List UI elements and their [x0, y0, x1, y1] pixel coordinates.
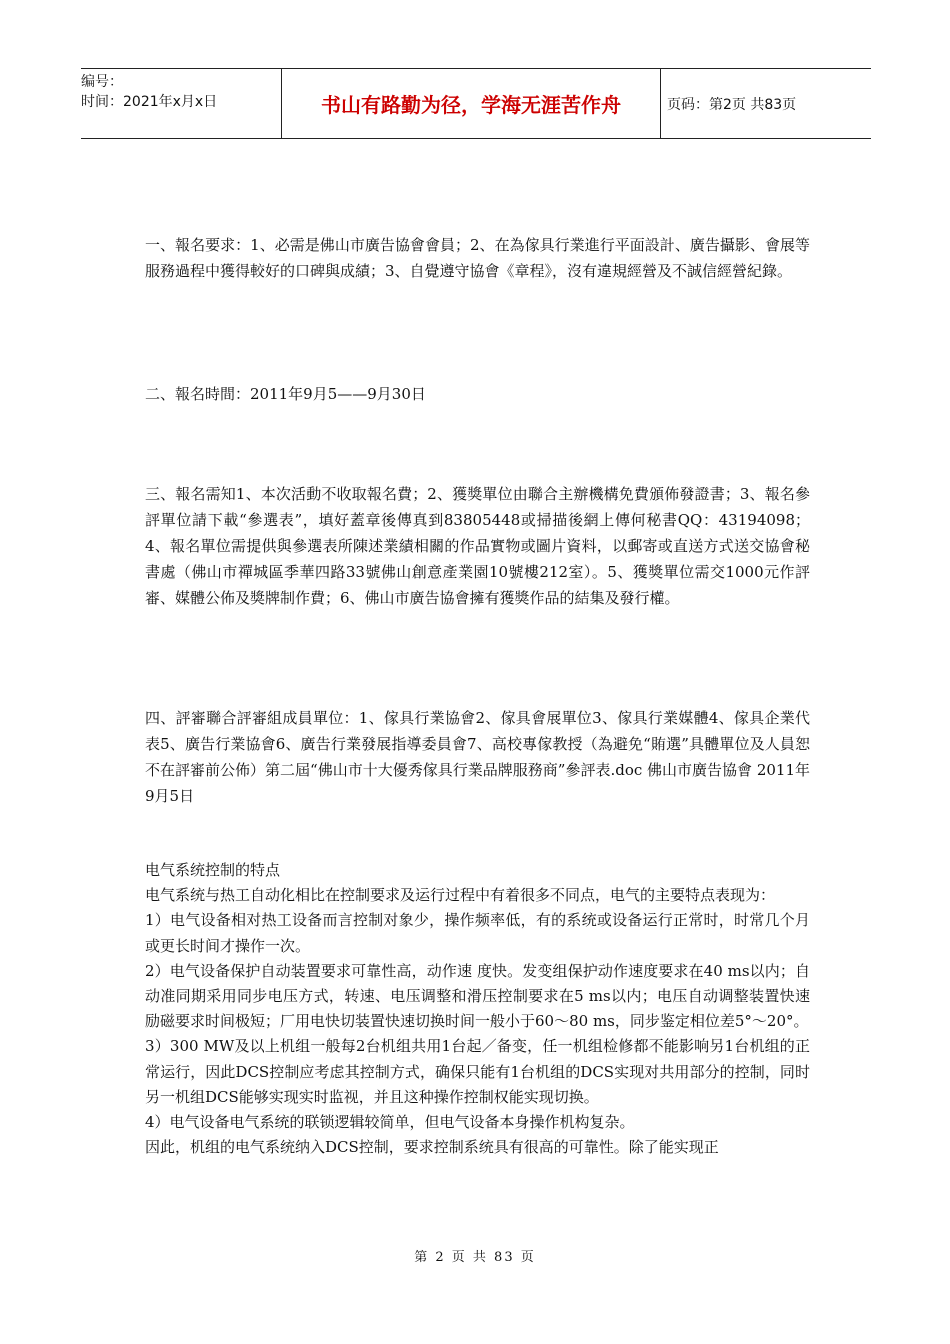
header-meta: [81, 69, 281, 138]
document-number-label: 编号：: [81, 74, 123, 90]
header-page-number: 页码：第2页 共83页: [667, 96, 797, 113]
section-line: 电气系统与热工自动化相比在控制要求及运行过程中有着很多不同点，电气的主要特点表现为：: [145, 886, 776, 905]
document-time-label: 时间：2021年x月x日: [81, 94, 218, 110]
page-footer: 第 2 页 共 83 页: [414, 1250, 536, 1265]
paragraph-review-members: 四、評審聯合評審組成員單位：1、傢具行業協會2、傢具會展單位3、傢具行業媒體4、傢具企業代表5、廣告行業協會6、廣告行業發展指導委員會7、高校專傢教授（為避免“賄選”具體單位及人員恕不在評審前公佈）第二屆“佛山市十大優秀傢具行業品牌服務商”參評表.doc 佛山市廣告協會 2011年9月5日: [145, 709, 810, 805]
section-line: 2）电气设备保护自动装置要求可靠性高，动作速 度快。发变组保护动作速度要求在40 ms以内；自动准同期采用同步电压方式，转速、电压调整和滑压控制要求在5 ms以内；电压自动调整装置快速励磁要求时间极短；厂用电快切装置快速切换时间一般小于60～80 ms，同步鉴定相位差5°～20°。: [145, 961, 810, 1031]
paragraph-registration-time: 二、報名時間：2011年9月5——9月30日: [145, 385, 426, 403]
electrical-control-section: [145, 858, 810, 1160]
section-line: 4）电气设备电气系统的联锁逻辑较简单，但电气设备本身操作机构复杂。: [145, 1113, 635, 1132]
section-line: 3）300 MW及以上机组一般每2台机组共用1台起／备变，任一机组检修都不能影响另1台机组的正常运行，因此DCS控制应考虑其控制方式，确保只能有1台机组的DCS实现对共用部分的控制，同时另一机组DCS能够实现实时监视，并且这种操作控制权能实现切换。: [145, 1037, 810, 1106]
paragraph-registration-notes: 三、報名需知1、本次活動不收取報名費；2、獲獎單位由聯合主辦機構免費頒佈發證書；3、報名參評單位請下載“參選表”，填好蓋章後傳真到83805448或掃描後網上傳何秘書QQ：43194098；4、報名單位需提供與參選表所陳述業績相關的作品實物或圖片資料，以郵寄或直送方式送交協會秘書處（佛山市禪城區季華四路33號佛山創意產業園10號樓212室）。5、獲獎單位需交1000元作評審、媒體公佈及獎牌制作費；6、佛山市廣告協會擁有獲獎作品的結集及發行權。: [145, 485, 810, 607]
page-header: [81, 68, 871, 139]
section-line: 因此，机组的电气系统纳入DCS控制，要求控制系统具有很高的可靠性。除了能实现正: [145, 1138, 719, 1157]
section-title: 电气系统控制的特点: [145, 861, 281, 879]
header-motto: 书山有路勤为径，学海无涯苦作舟: [281, 69, 661, 138]
section-line: 1）电气设备相对热工设备而言控制对象少，操作频率低，有的系统或设备运行正常时，时常几个月或更长时间才操作一次。: [145, 911, 810, 955]
paragraph-registration-requirements: 一、報名要求：1、必需是佛山市廣告協會會員；2、在為傢具行業進行平面設計、廣告攝影、會展等服務過程中獲得較好的口碑與成績；3、自覺遵守協會《章程》，沒有違規經營及不誠信經營紀錄。: [145, 236, 810, 280]
